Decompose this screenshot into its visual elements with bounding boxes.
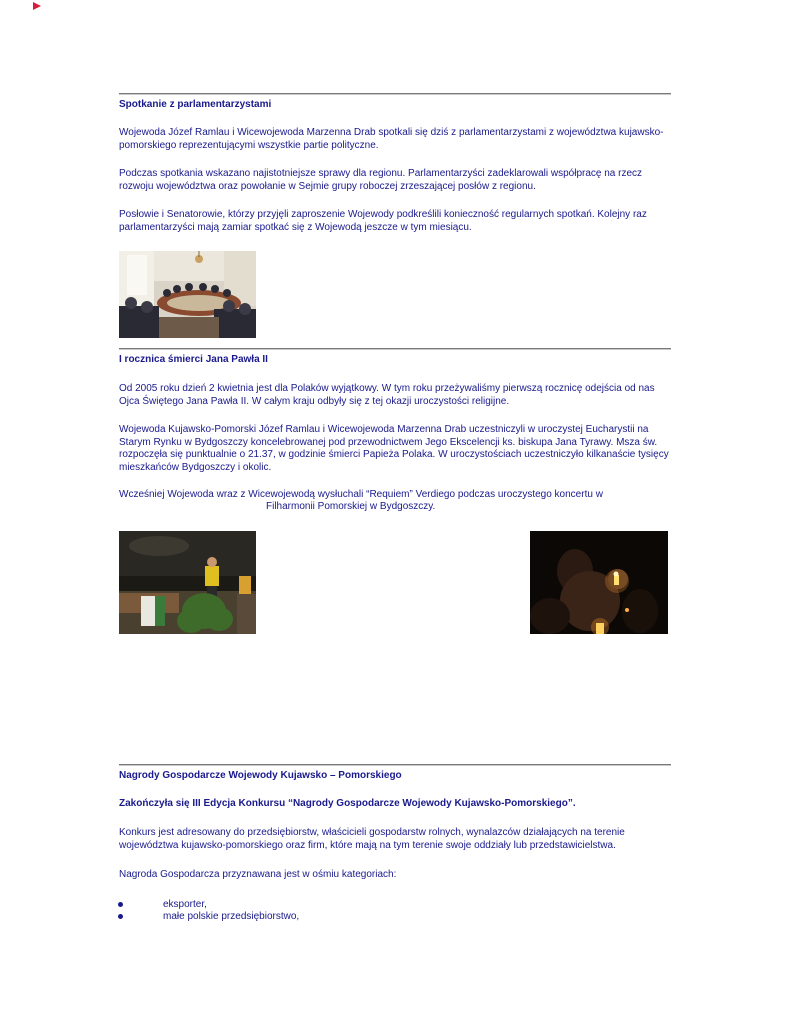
paragraph: Posłowie i Senatorowie, którzy przyjęli zaproszenie Wojewody podkreślili konieczność regularnych spotkań. Kolejny raz parlamentarzyści mają zamiar spotkać się z Wojewodą jeszcze w tym miesiącu. — [119, 209, 647, 233]
paragraph: Wcześniej Wojewoda wraz z Wicewojewodą wysłuchali “Requiem” Verdiego podczas uroczystego koncertu w — [119, 489, 603, 500]
arrow-marker-icon — [33, 2, 41, 10]
awards-subtitle: Zakończyła się III Edycja Konkursu “Nagrody Gospodarcze Wojewody Kujawsko-Pomorskiego”. — [119, 798, 576, 809]
paragraph: Wojewoda Józef Ramlau i Wicewojewoda Marzenna Drab spotkali się dziś z parlamentarzystami z województwa kujawsko-pomorskiego reprezentującymi wszystkie partie polityczne. — [119, 127, 664, 151]
candle-vigil-photo — [530, 531, 668, 634]
list-item: eksporter, — [163, 899, 207, 910]
bullet-icon — [118, 914, 123, 919]
paragraph: Nagroda Gospodarcza przyznawana jest w ośmiu kategoriach: — [119, 869, 397, 880]
section-divider — [119, 93, 671, 95]
paragraph: Filharmonii Pomorskiej w Bydgoszczy. — [266, 501, 436, 512]
section-title-meeting: Spotkanie z parlamentarzystami — [119, 99, 272, 110]
section-title-awards: Nagrody Gospodarcze Wojewody Kujawsko – Pomorskiego — [119, 770, 402, 781]
paragraph: Podczas spotkania wskazano najistotniejsze sprawy dla regionu. Parlamentarzyści zadeklarowali współpracę na rzecz rozwoju województwa oraz powołanie w Sejmie grupy roboczej zrzeszającej posłów z regionu. — [119, 168, 643, 192]
section-divider — [119, 348, 671, 350]
paragraph: Konkurs jest adresowany do przedsiębiorstw, właścicieli gospodarstw rolnych, wynalazców działających na terenie województwa kujawsko-pomorskiego oraz firm, które mają na tym terenie swoje oddziały lub przedstawicielstwa. — [119, 827, 625, 851]
meeting-photo — [119, 251, 256, 338]
section-title-anniversary: I rocznica śmierci Jana Pawła II — [119, 354, 268, 365]
paragraph: Wojewoda Kujawsko-Pomorski Józef Ramlau i Wicewojewoda Marzenna Drab uczestniczyli w uroczystej Eucharystii na Starym Rynku w Bydgoszczy koncelebrowanej pod przewodnictwem Jego Ekscelencji ks. biskupa Jana Tyrawy. Msza św. rozpoczęła się punktualnie o 21.37, w godzinie śmierci Papieża Polaka. W uroczystościach uczestniczyło kilkanaście tysięcy mieszkańców Bydgoszczy i okolic. — [119, 424, 669, 473]
paragraph: Od 2005 roku dzień 2 kwietnia jest dla Polaków wyjątkowy. W tym roku przeżywaliśmy pierwszą rocznicę odejścia od nas Ojca Świętego Jana Pawła II. W całym kraju odbyły się z tej okazji uroczystości religijne. — [119, 383, 655, 407]
concert-photo — [119, 531, 256, 634]
bullet-icon — [118, 902, 123, 907]
section-divider — [119, 764, 671, 766]
list-item: małe polskie przedsiębiorstwo, — [163, 911, 300, 922]
